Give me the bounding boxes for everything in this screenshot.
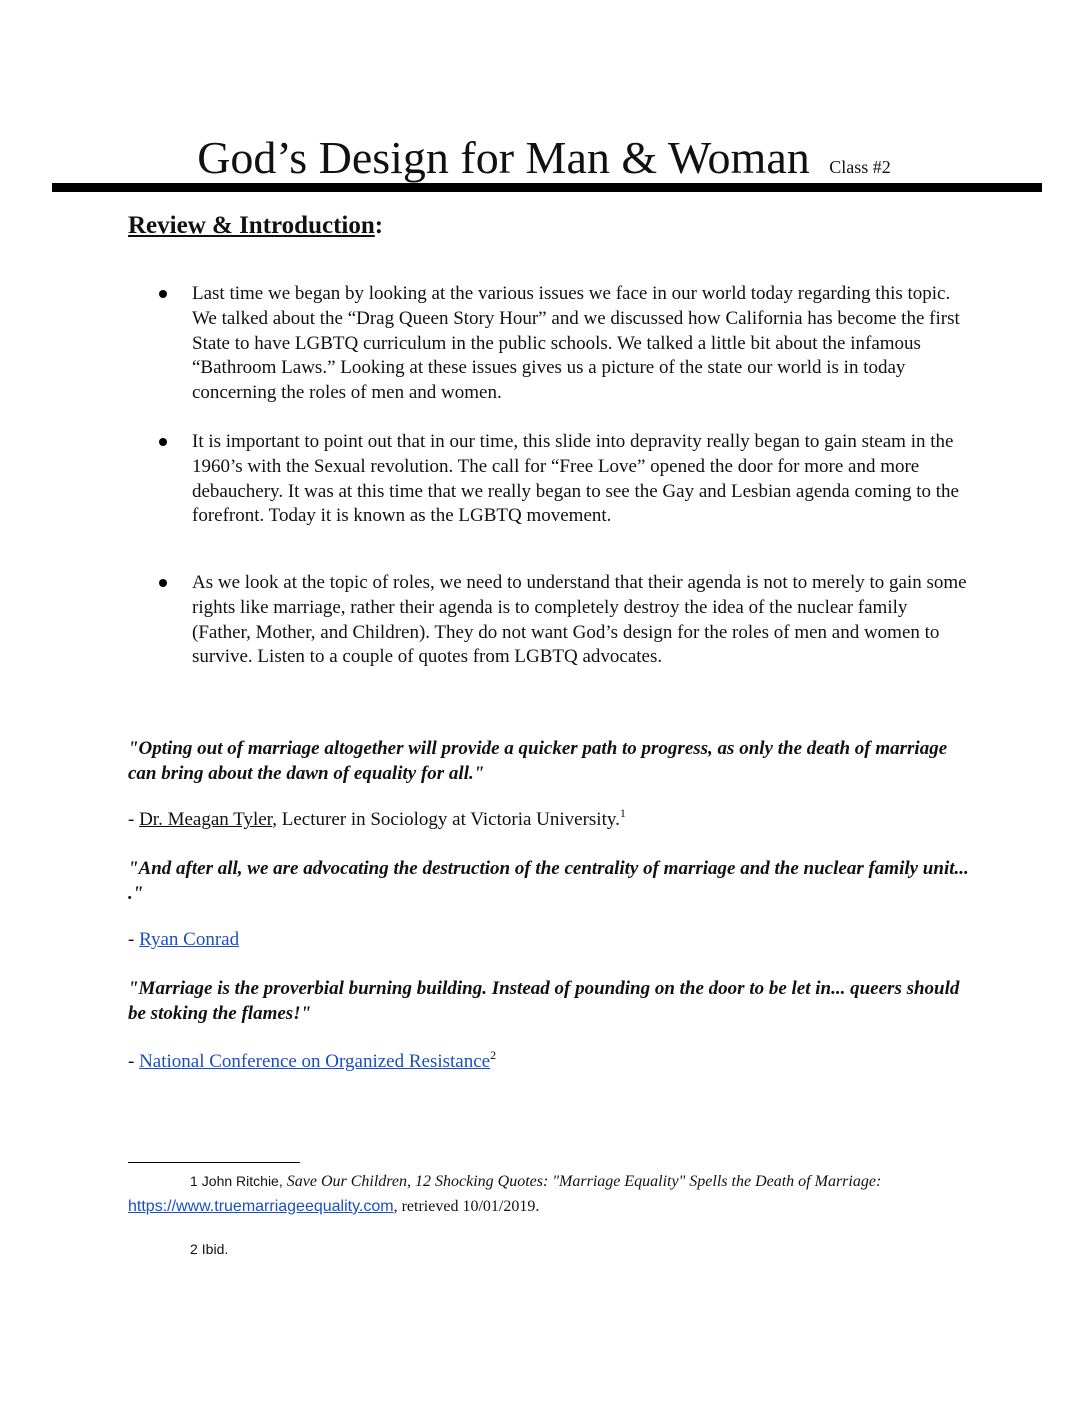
footnote-1-number: 1: [190, 1173, 198, 1189]
footnote-2-text: Ibid.: [201, 1241, 229, 1257]
class-label: Class #2: [829, 157, 891, 177]
footnote-2-number: 2: [190, 1241, 198, 1257]
bullet-item-2: It is important to point out that in our time, this slide into depravity really began to gain steam in the 1960’s with the Sexual revolution. The call for “Free Love” opened the door for more and more debauchery. It was at this time that we really began to see the Gay and Lesbian agenda coming to the forefront. Today it is known as the LGBTQ movement.: [192, 431, 959, 527]
bullet-dot-1: [159, 290, 167, 298]
footnote-1-retrieved: , retrieved 10/01/2019.: [393, 1198, 540, 1215]
footnote-1-url[interactable]: https://www.truemarriageequality.com: [128, 1198, 394, 1215]
section-heading-text: Review & Introduction: [128, 212, 375, 239]
author-link-meagan-tyler[interactable]: Dr. Meagan Tyler: [139, 809, 273, 830]
quote-1-attribution: [128, 807, 626, 832]
attr-rest: , Lecturer in Sociology at Victoria University.: [272, 809, 620, 830]
attr-prefix: -: [128, 929, 140, 950]
footnote-divider: [128, 1162, 300, 1163]
author-link-ncor[interactable]: National Conference on Organized Resistance: [139, 1051, 491, 1072]
footnote-1-source: Save Our Children, 12: [286, 1173, 432, 1190]
section-heading: [128, 208, 383, 244]
quote-2-attribution: [128, 927, 239, 952]
footnote-2: [190, 1237, 970, 1262]
quote-2: "And after all, we are advocating the destruction of the centrality of marriage and the nuclear family unit... .": [128, 858, 969, 904]
bullet-item-3: As we look at the topic of roles, we need to understand that their agenda is not to merely to gain some rights like marriage, rather their agenda is to completely destroy the idea of the nuclear family (Father, Mother, and Children). They do not want God’s design for the roles of men and women to survive. Listen to a couple of quotes from LGBTQ advocates.: [192, 572, 967, 668]
section-heading-colon: :: [374, 212, 384, 239]
footnote-1: [128, 1169, 908, 1219]
bullet-item-1: Last time we began by looking at the various issues we face in our world today regarding this topic. We talked about the “Drag Queen Story Hour” and we discussed how California has become the first State to have LGBTQ curriculum in the public schools. We talked a little bit about the infamous “Bathroom Laws.” Looking at these issues gives us a picture of the state our world is in today concerning the roles of men and women.: [192, 283, 960, 404]
footnote-ref-2[interactable]: 2: [490, 1048, 497, 1062]
attr-prefix: -: [128, 1051, 140, 1072]
author-link-ryan-conrad[interactable]: Ryan Conrad: [139, 929, 240, 950]
quote-3: "Marriage is the proverbial burning building. Instead of pounding on the door to be let in... queers should be stoking the flames!": [128, 978, 960, 1024]
footnote-ref-1[interactable]: 1: [619, 806, 626, 820]
attr-prefix: -: [128, 809, 140, 830]
title-text: God’s Design for Man & Woman: [197, 132, 810, 183]
footnote-1-title: Shocking Quotes: "Marriage Equality" Spells the Death of Marriage:: [435, 1173, 882, 1190]
bullet-dot-2: [159, 438, 167, 446]
quote-3-attribution: [128, 1049, 496, 1074]
quote-1: "Opting out of marriage altogether will provide a quicker path to progress, as only the death of marriage can bring about the dawn of equality for all.": [128, 738, 948, 784]
footnote-1-author: John Ritchie,: [201, 1173, 283, 1189]
bullet-dot-3: [159, 579, 167, 587]
title-divider: [52, 183, 1042, 192]
